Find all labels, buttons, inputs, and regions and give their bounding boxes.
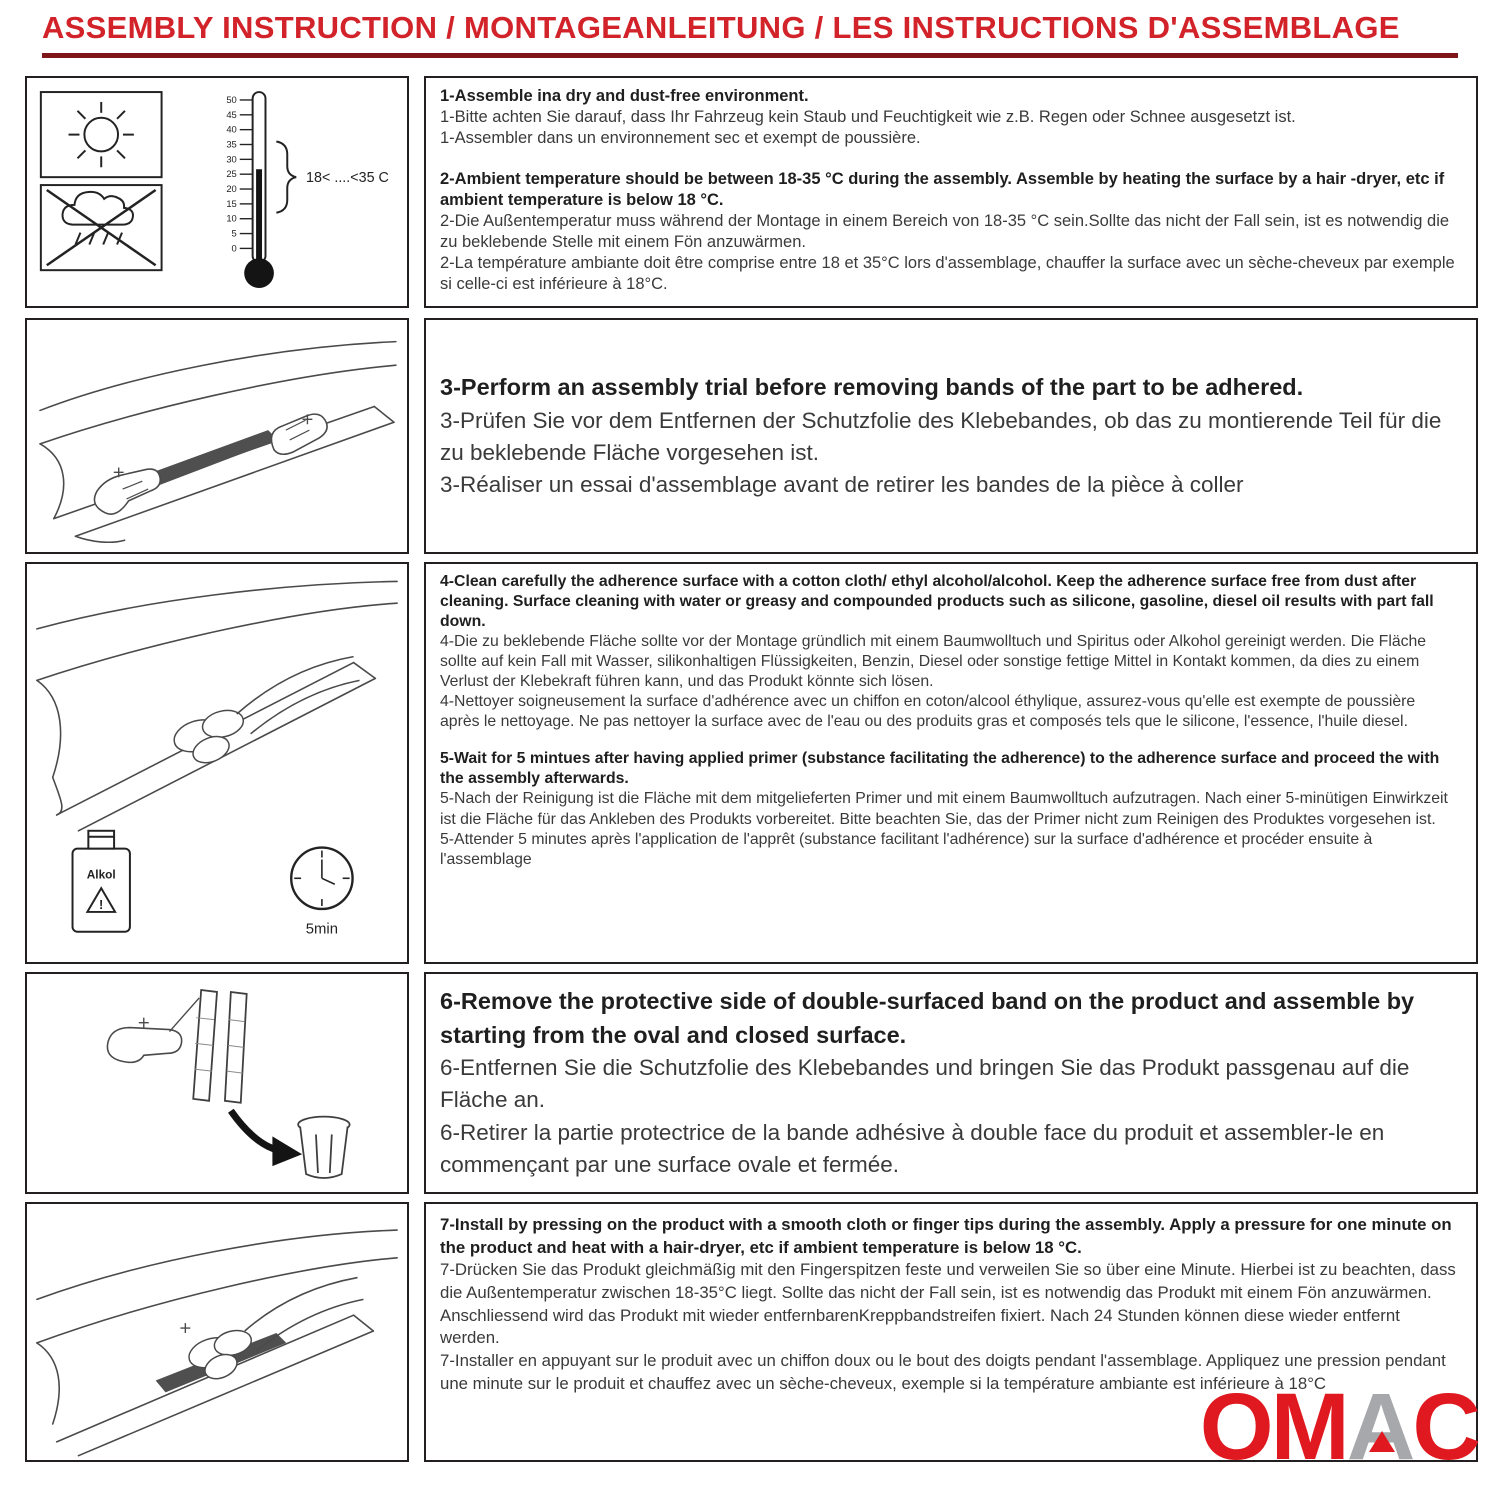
bottle-label: Alkol: [86, 867, 116, 882]
title-underline: [42, 53, 1458, 58]
step-2-de: 2-Die Außentemperatur muss während der Montage in einem Bereich von 18-35 °C sein.Sollte das nicht der Fall sein, ist es notwendig die zu beklebende Stelle mit einem Fön anzuwärmen.: [440, 211, 1450, 251]
environment-conditions-illustration: [27, 78, 407, 306]
page-title: ASSEMBLY INSTRUCTION / MONTAGEANLEITUNG / LES INSTRUCTIONS D'ASSEMBLAGE: [42, 10, 1400, 45]
step-7-en: 7-Install by pressing on the product with a smooth cloth or finger tips during the assembly. Apply a pressure for one minute on the product and heat with a hair-dryer, etc if ambient temperature is below 18 °C.: [440, 1215, 1452, 1257]
trim-strip: [144, 430, 278, 487]
arrow: [231, 1111, 279, 1151]
svg-text:0: 0: [231, 242, 237, 254]
trash-can-icon: [298, 1117, 349, 1178]
thermometer-icon: [226, 92, 389, 288]
sparkle-mark: [139, 1018, 149, 1028]
clock-label: 5min: [305, 921, 338, 938]
logo-c: C: [1412, 1373, 1478, 1480]
svg-text:35: 35: [226, 138, 237, 150]
step-4-fr: 4-Nettoyer soigneusement la surface d'adhérence avec un chiffon en coton/alcool éthylique, assurez-vous qu'elle est exempte de poussière après le nettoyage. Ne pas nettoyer la surface avec de l'eau ou des produits gras et composés tels que le silicone, l'essence, l'huile diesel.: [440, 693, 1416, 731]
clock-icon: [291, 848, 352, 909]
step-2-en: 2-Ambient temperature should be between 18-35 °C during the assembly. Assemble by heating the surface by a hair -dryer, etc if ambient temperature is below 18 °C.: [440, 169, 1445, 209]
svg-text:25: 25: [226, 168, 237, 180]
logo-om: OM: [1199, 1373, 1347, 1480]
step-7-fr: 7-Installer en appuyant sur le produit avec un chiffon doux ou le bout des doigts pendant l'assemblage. Appliquez une pression pendant une minute sur le produit et chauffez avec un sèche-cheveux, exemple si la température ambiante est inférieure à 18°C: [440, 1351, 1446, 1393]
right-hand: [271, 414, 327, 454]
logo-a: A: [1346, 1373, 1413, 1480]
step-4-en: 4-Clean carefully the adherence surface with a cotton cloth/ ethyl alcohol/alcohol. Keep the adherence surface free from dust after cleaning. Surface cleaning with water or greasy and compounded products such as silicone, gasoline, diesel oil results with part fall down.: [440, 573, 1434, 631]
thermometer-scale: [226, 94, 236, 253]
step-6-de: 6-Entfernen Sie die Schutzfolie des Klebebandes und bringen Sie das Produkt passgenau auf die Fläche an.: [440, 1055, 1410, 1113]
step-7-de: 7-Drücken Sie das Produkt gleichmäßig mit den Fingerspitzen feste und verweilen Sie so über eine Minute. Hierbei ist zu beachten, dass die Außentemperatur zwischen 18-35°C liegt. Sollte das nicht der Fall sein, ist es notwendig das Produkt mit einem Fön anzuwärmen. Anschliessend wird das Produkt mit wieder entfernbarenKreppbandstreifen fixiert. Nach 24 Stunden können diese wieder entfernt werden.: [440, 1260, 1456, 1348]
arrow-head: [272, 1136, 302, 1166]
section-1-illustration-panel: [25, 76, 409, 308]
step-2-fr: 2-La température ambiante doit être comprise entre 18 et 35°C lors d'assemblage, chauffer la surface avec un sèche-cheveux par exemple si celle-ci est inférieure à 18°C.: [440, 253, 1455, 293]
svg-text:20: 20: [226, 183, 237, 194]
temp-range-label: 18< ....<35 C: [306, 170, 389, 187]
section-3-text-panel: [424, 562, 1478, 964]
svg-text:45: 45: [226, 108, 237, 120]
adhesive-strip-1: [193, 990, 217, 1101]
warning-mark: !: [99, 896, 104, 912]
section-3-illustration-panel: [25, 562, 409, 964]
press-install-illustration: [27, 1204, 407, 1460]
step-5-en: 5-Wait for 5 mintues after having applied primer (substance facilitating the adherence) to the adherence surface and proceed the with the assembly afterwards.: [440, 750, 1440, 788]
cleaning-cloth: [170, 706, 246, 767]
section-1-text-panel: [424, 76, 1478, 308]
cleaning-illustration: [27, 564, 407, 962]
step-1-en: 1-Assemble ina dry and dust-free environment.: [440, 87, 809, 105]
svg-text:30: 30: [226, 153, 237, 165]
left-hand: [94, 469, 160, 514]
step-3-en: 3-Perform an assembly trial before removing bands of the part to be adhered.: [440, 373, 1304, 400]
sun-icon: [41, 92, 162, 177]
range-brace: [276, 142, 296, 213]
step-1-fr: 1-Assembler dans un environnement sec et exempt de poussière.: [440, 128, 921, 147]
step-6-en: 6-Remove the protective side of double-surfaced band on the product and assemble by starting from the oval and closed surface.: [440, 988, 1415, 1048]
no-rain-icon: [41, 185, 162, 270]
svg-text:40: 40: [226, 123, 237, 135]
section-2-illustration-panel: [25, 318, 409, 554]
svg-text:15: 15: [226, 197, 237, 209]
step-4-de: 4-Die zu beklebende Fläche sollte vor der Montage gründlich mit einem Baumwolltuch und Spiritus oder Alkohol gereinigt werden. Die Fläche sollte auf kein Fall mit Wasser, silikonhaltigen Flüssigkeiten, Benzin, Diesel oder sonstige fettige Mittel in Kontakt kommen, da dies zu einem Verlust der Klebekraft führen kann, und das Produkt könnte sich lösen.: [440, 633, 1427, 691]
section-2-text-panel: [424, 318, 1478, 554]
sparkle-mark: [180, 1323, 190, 1333]
step-3-de: 3-Prüfen Sie vor dem Entfernen der Schutzfolie des Klebebandes, ob das zu montierende Teil für die zu beklebende Fläche vorgesehen ist.: [440, 407, 1442, 465]
door-sill-outline: [37, 581, 397, 830]
step-6-fr: 6-Retirer la partie protectrice de la bande adhésive à double face du produit et assembler-le en commençant par une surface ovale et fermée.: [440, 1119, 1385, 1177]
svg-text:5: 5: [231, 227, 237, 239]
door-sill-outline: [40, 342, 396, 543]
section-5-illustration-panel: [25, 1202, 409, 1462]
svg-text:50: 50: [226, 93, 237, 105]
step-3-fr: 3-Réaliser un essai d'assemblage avant de retirer les bandes de la pièce à coller: [440, 471, 1244, 497]
step-1-de: 1-Bitte achten Sie darauf, dass Ihr Fahrzeug kein Staub und Feuchtigkeit wie z.B. Regen oder Schnee ausgesetzt ist.: [440, 107, 1296, 126]
assembly-trial-illustration: [27, 320, 407, 552]
step-5-de: 5-Nach der Reinigung ist die Fläche mit dem mitgelieferten Primer und mit einem Baumwolltuch aufzutragen. Nach einer 5-minütigen Einwirkzeit ist die Fläche für das Ankleben des Produkts vorbereitet. Bitte beachten Sie, das der Primer nicht zum Reinigen des Produktes vorgesehen ist.: [440, 790, 1448, 828]
step-5-fr: 5-Attender 5 minutes après l'application de l'apprêt (substance facilitant l'adhérence) sur la surface d'adhérence et procéder ensuite à l'assemblage: [440, 830, 1373, 868]
omac-logo: [1199, 1373, 1478, 1480]
section-4-illustration-panel: [25, 972, 409, 1194]
peel-band-illustration: [27, 974, 407, 1192]
hand: [107, 998, 199, 1062]
svg-text:10: 10: [226, 212, 237, 224]
section-4-text-panel: [424, 972, 1478, 1194]
